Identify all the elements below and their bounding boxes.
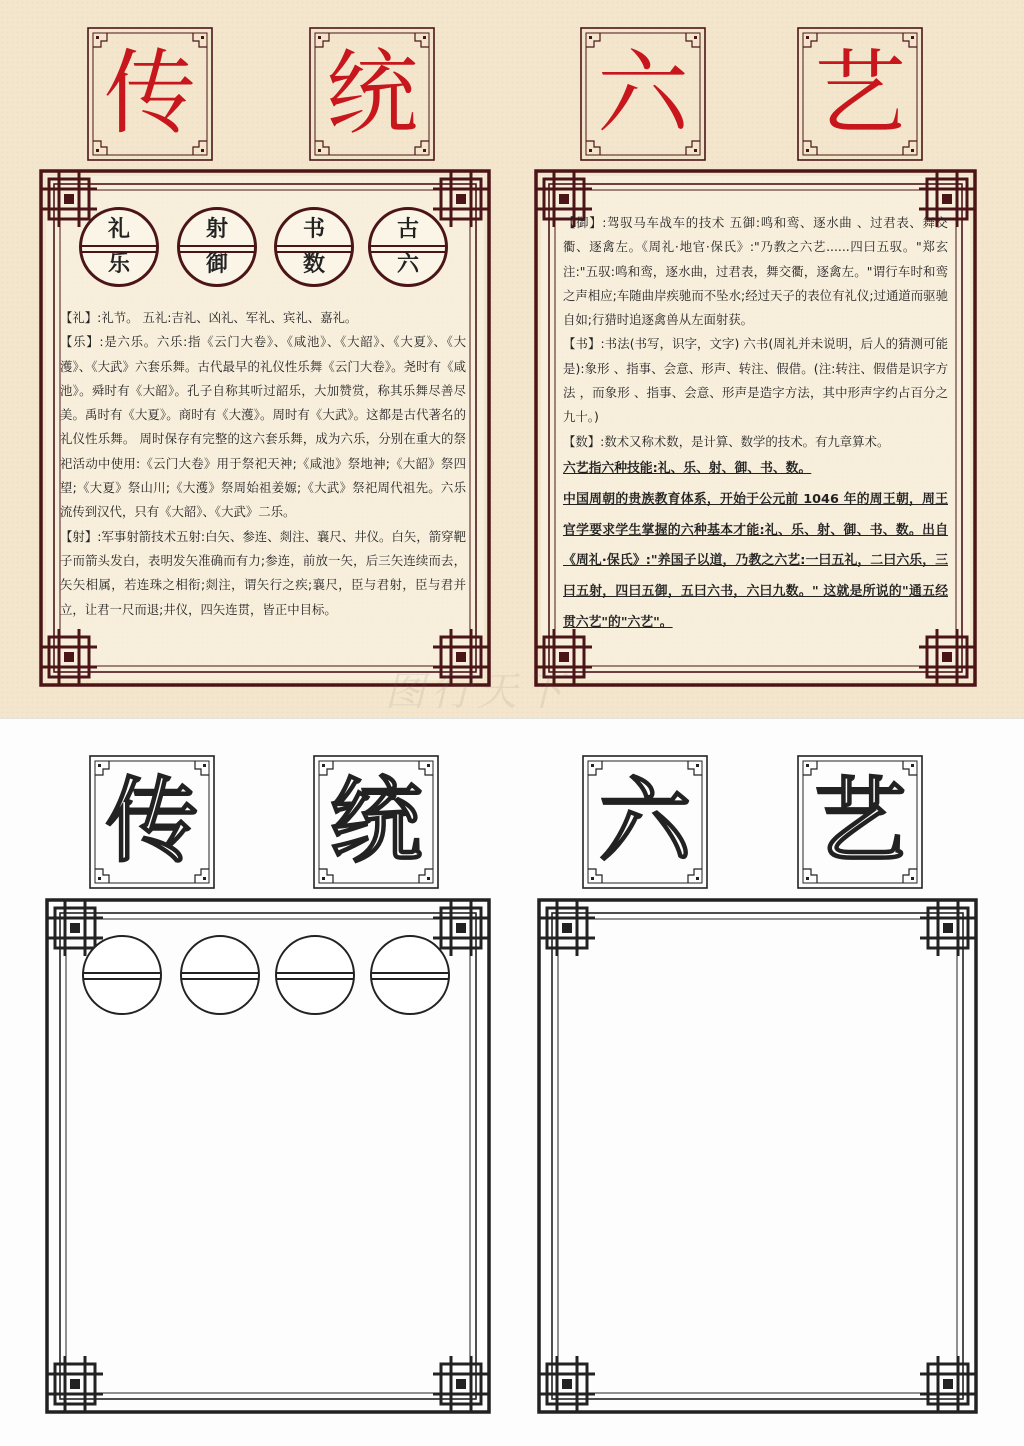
empty-circle-1 bbox=[82, 935, 162, 1015]
title-box-1 bbox=[87, 27, 213, 161]
color-handout bbox=[0, 0, 1024, 718]
left-text bbox=[60, 306, 466, 646]
right-panel bbox=[533, 168, 978, 688]
title-char-3: 六 bbox=[596, 40, 689, 147]
outline-title-char-2: 统 bbox=[329, 768, 422, 875]
outline-title-box-2 bbox=[313, 755, 439, 889]
outline-right-panel bbox=[536, 897, 979, 1415]
empty-circle-3 bbox=[275, 935, 355, 1015]
lineart-handout bbox=[0, 718, 1024, 1446]
paragraph-li: 【礼】:礼节。 五礼:吉礼、凶礼、军礼、宾礼、嘉礼。 bbox=[60, 310, 358, 325]
title-box-3 bbox=[580, 27, 706, 161]
left-panel bbox=[38, 168, 492, 688]
circle-shu-shu: 书 数 bbox=[274, 207, 354, 287]
title-char-2: 统 bbox=[325, 40, 418, 147]
title-box-2 bbox=[309, 27, 435, 161]
paragraph-summary-1: 六艺指六种技能:礼、乐、射、御、书、数。 bbox=[563, 460, 812, 476]
title-char-1: 传 bbox=[103, 40, 196, 147]
right-text bbox=[563, 211, 948, 651]
outline-title-box-1 bbox=[89, 755, 215, 889]
circle-she-yu: 射 御 bbox=[177, 207, 257, 287]
title-char-4: 艺 bbox=[813, 40, 906, 147]
outline-left-panel bbox=[44, 897, 492, 1415]
paragraph-shu-math: 【数】:数术又称术数，是计算、数学的技术。有九章算术。 bbox=[563, 433, 890, 449]
outline-title-char-4: 艺 bbox=[813, 768, 906, 875]
outline-title-box-3 bbox=[582, 755, 708, 889]
paragraph-summary-2: 中国周朝的贵族教育体系，开始于公元前 1046 年的周王朝，周王官学要求学生掌握的六种基本才能:礼、乐、射、御、书、数。出自《周礼·保氏》:"养国子以道，乃教之六艺:一曰五礼，二曰六乐，三曰五射，四曰五御，五曰六书，六曰九数。" 这就是所说的"通五经贯六艺"的"六艺"。 bbox=[563, 491, 948, 630]
paragraph-yue: 【乐】:是六乐。六乐:指《云门大卷》、《咸池》、《大韶》、《大夏》、《大濩》、《大武》六套乐舞。古代最早的礼仪性乐舞《云门大卷》。尧时有《咸池》。舜时有《大韶》。孔子自称其听过韶乐，大加赞赏，称其乐舞尽善尽美。禹时有《大夏》。商时有《大濩》。周时有《大武》。这都是古代著名的礼仪性乐舞。 周时保存有完整的这六套乐舞，成为六乐，分别在重大的祭祀活动中使用:《云门大卷》用于祭祀天神;《咸池》祭地神;《大韶》祭四望;《大夏》祭山川;《大濩》祭周始祖姜嫄;《大武》祭祀周代祖先。六乐流传到汉代，只有《大韶》、《大武》二乐。 bbox=[60, 334, 466, 520]
empty-circle-4 bbox=[370, 935, 450, 1015]
paragraph-shu: 【书】:书法(书写，识字，文字) 六书(周礼并未说明，后人的猜测可能是):象形 、指事、会意、形声、转注、假借。(注:转注、假借是识字方法 ，而象形 、指事、会意、形声是造字方法，其中形声字约占百分之九十。) bbox=[563, 336, 948, 425]
circle-li-yue: 礼 乐 bbox=[79, 207, 159, 287]
circle-gu-liu: 古 六 bbox=[368, 207, 448, 287]
title-box-4 bbox=[797, 27, 923, 161]
outline-title-box-4 bbox=[797, 755, 923, 889]
outline-title-char-1: 传 bbox=[105, 768, 198, 875]
outline-title-char-3: 六 bbox=[598, 768, 691, 875]
empty-circle-2 bbox=[180, 935, 260, 1015]
paragraph-yu: 【御】:驾驭马车战车的技术 五御:鸣和鸾、逐水曲 、过君表、舞交衢、逐禽左。《周礼·地官·保氏》:"乃教之六艺......四曰五驭。"郑玄注:"五驭:鸣和鸾，逐水曲，过君表，舞交衢，逐禽左。"谓行车时和鸾之声相应;车随曲岸疾驰而不坠水;经过天子的表位有礼仪;过通道而驱驰自如;行猎时追逐禽兽从左面射获。 bbox=[563, 215, 948, 328]
paragraph-she: 【射】:军事射箭技术五射:白矢、参连、剡注、襄尺、井仪。白矢，箭穿靶子而箭头发白，表明发矢准确而有力;参连，前放一矢，后三矢连续而去，矢矢相属，若连珠之相衔;剡注，谓矢行之疾;襄尺，臣与君射，臣与君并立，让君一尺而退;井仪，四矢连贯，皆正中目标。 bbox=[60, 528, 466, 617]
watermark: 图行天下 bbox=[385, 669, 569, 715]
